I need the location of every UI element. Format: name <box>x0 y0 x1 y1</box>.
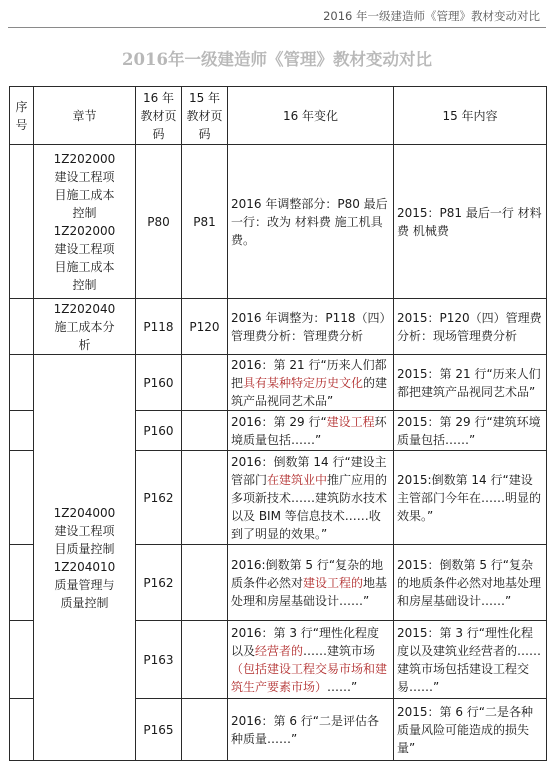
chapter-line: 1Z202000 <box>53 223 116 238</box>
page16-cell: P118 <box>136 299 182 355</box>
content15-cell <box>394 621 547 699</box>
change16-cell <box>228 411 394 451</box>
page-title: 2016年一级建造师《管理》教材变动对比 <box>122 50 432 69</box>
seq-cell <box>10 299 34 355</box>
page15-cell <box>182 355 228 411</box>
chapter-line: 析 <box>78 337 91 352</box>
changed-text-highlight: （包括建设工程交易市场和建筑生产要素市场） <box>231 661 388 694</box>
chapter-line: 1Z204000 <box>53 505 116 520</box>
seq-cell <box>10 451 34 545</box>
content15-cell <box>394 451 547 545</box>
change16-cell <box>228 145 394 299</box>
chapter-line: 1Z202040 <box>53 301 116 316</box>
seq-cell <box>10 621 34 699</box>
column-header-change16: 16 年变化 <box>228 87 394 145</box>
change16-cell <box>228 621 394 699</box>
change16-cell <box>228 355 394 411</box>
content15-cell <box>394 299 547 355</box>
cell-text: 2016：倒数第 14 行“建设主管部门 <box>231 454 387 487</box>
comparison-table <box>9 86 547 761</box>
changed-text-highlight: 具有某种特定历史文化 <box>243 375 364 390</box>
cell-text: 推广应用的多项新技术……建筑防水技术以及 BIM 等信息技术……收到了明显的效果。” <box>231 472 388 541</box>
chapter-cell <box>34 299 136 355</box>
seq-cell <box>10 545 34 621</box>
cell-text: 的建筑产品视同艺术品” <box>231 375 388 408</box>
cell-text: ……建筑市场 <box>303 643 376 658</box>
column-header-content15: 15 年内容 <box>394 87 547 145</box>
cell-text: 2016 年调整为：P118（四）管理费分析：管理费分析 <box>231 310 386 343</box>
change16-cell <box>228 299 394 355</box>
cell-text: 2015：P81 最后一行 材料费 机械费 <box>397 205 542 238</box>
page15-cell <box>182 621 228 699</box>
table-row <box>10 355 547 411</box>
page15-cell: P120 <box>182 299 228 355</box>
chapter-line: 建设工程项 <box>54 169 115 184</box>
chapter-line: 质量控制 <box>60 595 109 610</box>
chapter-line: 控制 <box>72 277 97 292</box>
changed-text-highlight: 建设工程 <box>326 414 375 429</box>
header-divider <box>8 27 546 28</box>
cell-text: 地基处理和房屋基础设计……” <box>231 575 388 608</box>
page16-cell: P162 <box>136 451 182 545</box>
table-header-row <box>10 87 547 145</box>
chapter-cell <box>34 355 136 761</box>
cell-text: 环境质量包括……” <box>231 414 387 447</box>
cell-text: 2015：第 6 行“二是各种质量风险可能造成的损失量” <box>397 704 534 755</box>
cell-text: 2015:倒数第 14 行“建设主管部门今年在……明显的效果。” <box>397 472 542 523</box>
page16-cell: P80 <box>136 145 182 299</box>
cell-text: 2015：P120（四）管理费分析：现场管理费分析 <box>397 310 542 343</box>
cell-text: 2015：第 3 行“理性化程度以及建筑业经营者的……建筑市场包括建设工程交易……” <box>397 625 542 694</box>
cell-text: 2016:倒数第 5 行“复杂的地质条件必然对 <box>231 557 384 590</box>
table-row <box>10 299 547 355</box>
chapter-line: 施工成本分 <box>54 319 115 334</box>
cell-text: 2016 年调整部分：P80 最后一行：改为 材料费 施工机具费。 <box>231 196 388 247</box>
chapter-line: 1Z204010 <box>53 559 116 574</box>
change16-cell <box>228 545 394 621</box>
chapter-line: 建设工程项 <box>54 523 115 538</box>
page15-cell <box>182 699 228 761</box>
cell-text: 2016：第 29 行“ <box>231 414 327 429</box>
seq-cell <box>10 699 34 761</box>
chapter-line: 目施工成本 <box>54 259 115 274</box>
page16-cell: P165 <box>136 699 182 761</box>
changed-text-highlight: 经营者的 <box>255 643 304 658</box>
chapter-line: 目质量控制 <box>54 541 115 556</box>
cell-text: 2016：第 21 行“历来人们都把 <box>231 357 387 390</box>
page16-cell: P163 <box>136 621 182 699</box>
cell-text: 2016：第 6 行“二是评估各种质量……” <box>231 713 380 746</box>
page15-cell <box>182 411 228 451</box>
chapter-line: 目施工成本 <box>54 187 115 202</box>
table-row <box>10 145 547 299</box>
chapter-line: 控制 <box>72 205 97 220</box>
content15-cell <box>394 545 547 621</box>
cell-text: 2016：第 3 行“理性化程度以及 <box>231 625 380 658</box>
content15-cell <box>394 145 547 299</box>
page16-cell: P162 <box>136 545 182 621</box>
column-header-seq: 序号 <box>10 87 34 145</box>
chapter-line: 1Z202000 <box>53 151 116 166</box>
running-header: 2016 年一级建造师《管理》教材变动对比 <box>323 9 540 23</box>
change16-cell <box>228 451 394 545</box>
seq-cell <box>10 145 34 299</box>
changed-text-highlight: 建设工程的 <box>303 575 364 590</box>
seq-cell <box>10 411 34 451</box>
content15-cell <box>394 699 547 761</box>
changed-text-highlight: 在建筑业中 <box>267 472 328 487</box>
page15-cell <box>182 545 228 621</box>
chapter-cell <box>34 145 136 299</box>
cell-text: 2015：倒数第 5 行“复杂的地质条件必然对地基处理和房屋基础设计……” <box>397 557 542 608</box>
column-header-page15: 15 年教材页码 <box>182 87 228 145</box>
cell-text: 2015：第 29 行“建筑环境质量包括……” <box>397 414 541 447</box>
chapter-line: 建设工程项 <box>54 241 115 256</box>
content15-cell <box>394 411 547 451</box>
page16-cell: P160 <box>136 411 182 451</box>
seq-cell <box>10 355 34 411</box>
cell-text: ……” <box>327 679 358 694</box>
change16-cell <box>228 699 394 761</box>
page15-cell <box>182 451 228 545</box>
cell-text: 2015：第 21 行“历来人们都把建筑产品视同艺术品” <box>397 366 541 399</box>
chapter-line: 质量管理与 <box>54 577 115 592</box>
column-header-chapter: 章节 <box>34 87 136 145</box>
content15-cell <box>394 355 547 411</box>
page16-cell: P160 <box>136 355 182 411</box>
column-header-page16: 16 年教材页码 <box>136 87 182 145</box>
page15-cell: P81 <box>182 145 228 299</box>
